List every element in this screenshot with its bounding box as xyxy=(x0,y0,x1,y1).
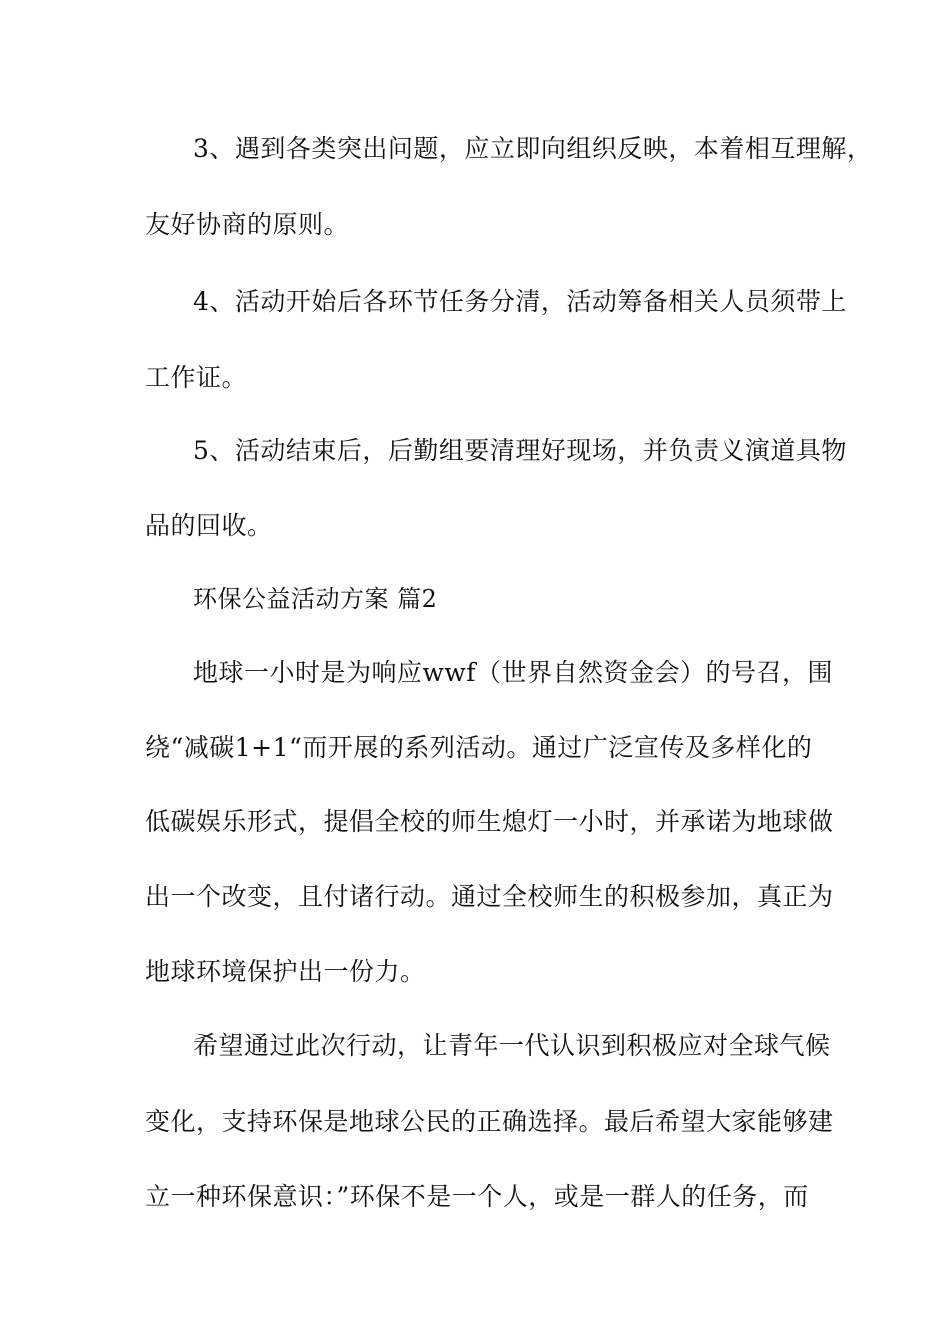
paragraph-line: 5、活动结束后，后勤组要清理好现场，并负责义演道具物 xyxy=(193,436,847,465)
paragraph-line: 3、遇到各类突出问题，应立即向组织反映，本着相互理解， xyxy=(193,134,873,163)
paragraph-line: 立一种环保意识：”环保不是一个人，或是一群人的任务，而 xyxy=(145,1182,809,1211)
paragraph-line: 友好协商的原则。 xyxy=(145,210,350,239)
paragraph-line: 品的回收。 xyxy=(145,511,273,540)
paragraph-line: 变化，支持环保是地球公民的正确选择。最后希望大家能够建 xyxy=(145,1107,834,1136)
paragraph-line: 出一个改变，且付诸行动。通过全校师生的积极参加，真正为 xyxy=(145,882,834,911)
paragraph-line: 希望通过此次行动，让青年一代认识到积极应对全球气候 xyxy=(193,1031,831,1060)
paragraph-line: 工作证。 xyxy=(145,363,248,392)
paragraph-line: 绕“减碳1+1“而开展的系列活动。通过广泛宣传及多样化的 xyxy=(145,733,813,762)
paragraph-line: 地球一小时是为响应wwf（世界自然资金会）的号召，围 xyxy=(193,658,834,687)
section-heading: 环保公益活动方案 篇2 xyxy=(193,585,438,613)
paragraph-line: 4、活动开始后各环节任务分清，活动筹备相关人员须带上 xyxy=(193,287,847,316)
paragraph-line: 地球环境保护出一份力。 xyxy=(145,957,426,986)
paragraph-line: 低碳娱乐形式，提倡全校的师生熄灯一小时，并承诺为地球做 xyxy=(145,807,834,836)
